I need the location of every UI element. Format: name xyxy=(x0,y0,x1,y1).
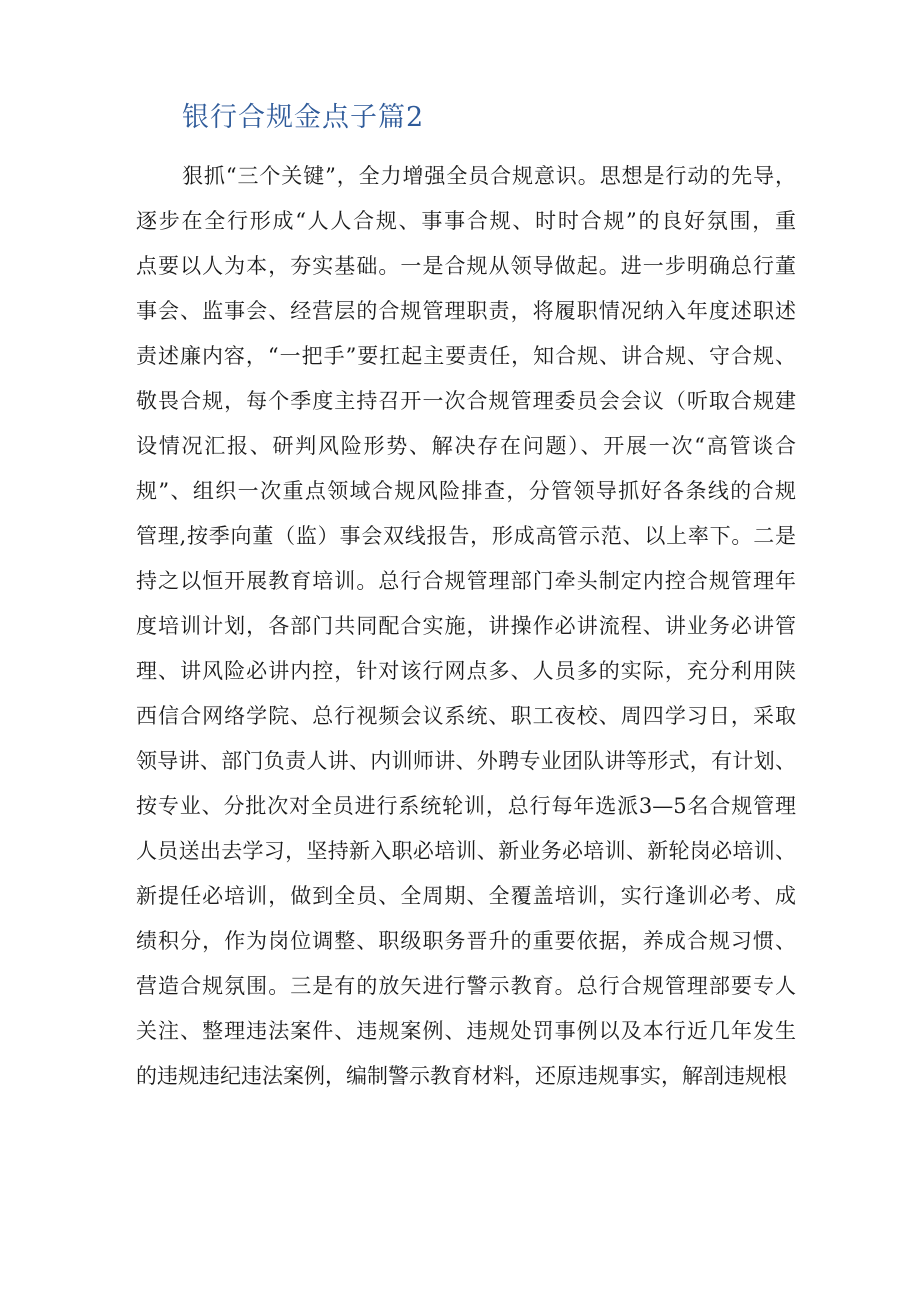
paragraph-line: 逐步在全行形成“人人合规、事事合规、时时合规”的良好氛围，重 xyxy=(136,209,796,233)
paragraph-line: 设情况汇报、研判风险形势、解决存在问题）、开展一次“高管谈合 xyxy=(136,434,796,458)
paragraph-line: 点要以人为本，夯实基础。一是合规从领导做起。进一步明确总行董 xyxy=(136,254,796,278)
paragraph-line: 关注、整理违法案件、违规案例、违规处罚事例以及本行近几年发生 xyxy=(136,1019,796,1043)
paragraph-line: 西信合网络学院、总行视频会议系统、职工夜校、周四学习日，采取 xyxy=(136,704,796,728)
paragraph-line: 理、讲风险必讲内控，针对该行网点多、人员多的实际，充分利用陕 xyxy=(136,659,796,683)
paragraph-line: 事会、监事会、经营层的合规管理职责，将履职情况纳入年度述职述 xyxy=(136,299,796,323)
paragraph-line: 责述廉内容，“一把手”要扛起主要责任，知合规、讲合规、守合规、 xyxy=(136,344,796,368)
paragraph-line: 狠抓“三个关键”，全力增强全员合规意识。思想是行动的先导， xyxy=(182,164,796,188)
paragraph-line: 绩积分，作为岗位调整、职级职务晋升的重要依据，养成合规习惯、 xyxy=(136,929,796,953)
paragraph-line: 人员送出去学习，坚持新入职必培训、新业务必培训、新轮岗必培训、 xyxy=(136,839,796,863)
paragraph-line: 领导讲、部门负责人讲、内训师讲、外聘专业团队讲等形式，有计划、 xyxy=(136,749,796,773)
paragraph-line: 敬畏合规，每个季度主持召开一次合规管理委员会会议（听取合规建 xyxy=(136,389,796,413)
paragraph-line: 度培训计划，各部门共同配合实施，讲操作必讲流程、讲业务必讲管 xyxy=(136,614,796,638)
paragraph-line: 规”、组织一次重点领域合规风险排查，分管领导抓好各条线的合规 xyxy=(136,479,796,503)
paragraph-line: 营造合规氛围。三是有的放矢进行警示教育。总行合规管理部要专人 xyxy=(136,974,796,998)
paragraph-line: 持之以恒开展教育培训。总行合规管理部门牵头制定内控合规管理年 xyxy=(136,569,796,593)
document-title: 银行合规金点子篇2 xyxy=(182,102,425,133)
paragraph-line: 按专业、分批次对全员进行系统轮训，总行每年选派3—5名合规管理 xyxy=(136,794,796,818)
paragraph-line: 管理,按季向董（监）事会双线报告，形成高管示范、以上率下。二是 xyxy=(136,524,796,548)
paragraph-line: 的违规违纪违法案例，编制警示教育材料，还原违规事实，解剖违规根 xyxy=(136,1064,787,1088)
paragraph-line: 新提任必培训，做到全员、全周期、全覆盖培训，实行逢训必考、成 xyxy=(136,884,796,908)
